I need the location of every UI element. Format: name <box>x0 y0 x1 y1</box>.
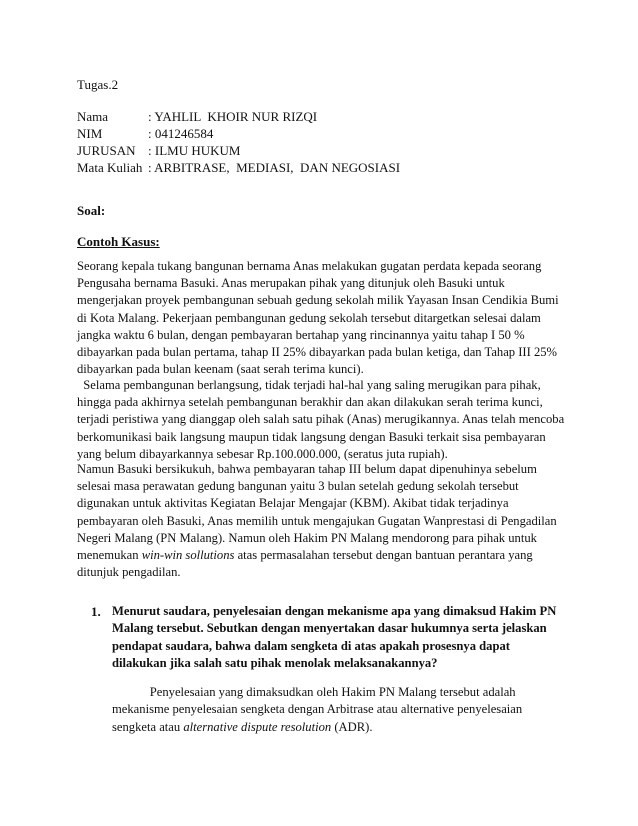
paragraph-line: di Kota Malang. Pekerjaan pembangunan gedung sekolah tersebut ditargetkan selesai dalam <box>77 310 541 325</box>
italic-phrase: win-win sollutions <box>141 548 235 563</box>
paragraph-line: ditunjuk pengadilan. <box>77 565 181 580</box>
paragraph-line: Negeri Malang (PN Malang). Namun oleh Hakim PN Malang mendorong para pihak untuk <box>77 530 537 545</box>
identity-value-jurusan: : ILMU HUKUM <box>148 143 241 158</box>
question-line: Menurut saudara, penyelesaian dengan mekanisme apa yang dimaksud Hakim PN <box>112 604 557 618</box>
paragraph-line: terjadi peristiwa yang dianggap oleh salah satu pihak (Anas) merugikannya. Anas telah mencoba <box>77 412 565 427</box>
case-paragraph-1 <box>77 258 559 378</box>
paragraph-line: digunakan untuk aktivitas Kegiatan Belajar Mengajar (KBM). Akibat tidak terjadinya <box>77 496 509 511</box>
case-paragraph-3 <box>77 461 557 581</box>
paragraph-line: Namun Basuki bersikukuh, bahwa pembayaran tahap III belum dapat dipenuhinya sebelum <box>77 462 537 476</box>
paragraph-line: dibayarkan pada bulan keenam (saat serah terima kunci). <box>77 362 364 377</box>
question-number: 1. <box>91 604 101 619</box>
paragraph-line: mengerjakan proyek pembangunan sebuah gedung sekolah milik Yayasan Insan Cendikia Bumi <box>77 293 559 308</box>
paragraph-line: berkomunikasi baik langsung maupun tidak langsung dengan Basuki terkait sisa pembayaran <box>77 429 546 444</box>
identity-label-nim: NIM <box>77 126 103 141</box>
question-1 <box>112 603 556 673</box>
question-line: dilakukan jika salah satu pihak menolak melaksanakannya? <box>112 656 438 671</box>
case-paragraph-2 <box>77 377 564 463</box>
identity-label-nama: Nama <box>77 109 109 124</box>
paragraph-line: Pengusaha bernama Basuki. Anas merupakan pihak yang ditunjuk oleh Basuki untuk <box>77 276 505 291</box>
case-heading: Contoh Kasus: <box>77 234 160 249</box>
question-line: Malang tersebut. Sebutkan dengan menyertakan dasar hukumnya serta jelaskan <box>112 621 547 636</box>
paragraph-text-segment: menemukan <box>77 548 142 563</box>
answer-line <box>112 719 522 736</box>
identity-value-nim: : 041246584 <box>148 126 214 141</box>
paragraph-line <box>77 547 557 564</box>
identity-value-mata-kuliah: : ARBITRASE, MEDIASI, DAN NEGOSIASI <box>148 160 401 175</box>
paragraph-line: dibayarkan pada bulan pertama, tahap II 25% dibayarkan pada bulan ketiga, dan Tahap III 25% <box>77 345 558 360</box>
paragraph-line: hingga pada akhirnya setelah pembangunan berakhir dan akan dilakukan serah terima kunci, <box>77 395 543 410</box>
identity-label-jurusan: JURUSAN <box>77 143 136 158</box>
answer-text-segment: (ADR). <box>331 719 373 734</box>
paragraph-line: selesai masa perawatan gedung bangunan yaitu 3 bulan setelah gedung sekolah tersebut <box>77 479 519 494</box>
paragraph-line: Selama pembangunan berlangsung, tidak terjadi hal-hal yang saling merugikan para pihak, <box>77 378 541 392</box>
paragraph-line: yang belum dibayarkannya sebesar Rp.100.000.000, (seratus juta rupiah). <box>77 446 448 461</box>
identity-value-nama: : YAHLIL KHOIR NUR RIZQI <box>148 109 318 124</box>
soal-heading: Soal: <box>77 203 106 218</box>
paragraph-text-segment: atas permasalahan tersebut dengan bantuan perantara yang <box>234 548 533 563</box>
paragraph-line: jangka waktu 6 bulan, dengan pembayaran bertahap yang rincinannya yaitu tahap I 50 % <box>77 327 525 342</box>
question-line: pendapat saudara, bahwa dalam sengketa di atas apakah prosesnya dapat <box>112 638 510 653</box>
answer-line: mekanisme penyelesaian sengketa dengan Arbitrase atau alternative penyelesaian <box>112 702 523 717</box>
answer-line: Penyelesaian yang dimaksudkan oleh Hakim PN Malang tersebut adalah <box>112 685 516 699</box>
identity-label-mata-kuliah: Mata Kuliah <box>77 160 143 175</box>
paragraph-line: pembayaran oleh Basuki, Anas memilih untuk mengajukan Gugatan Wanprestasi di Pengadilan <box>77 513 557 528</box>
paragraph-line: Seorang kepala tukang bangunan bernama Anas melakukan gugatan perdata kepada seorang <box>77 259 542 273</box>
answer-text-segment: sengketa atau <box>112 719 184 734</box>
italic-phrase: alternative dispute resolution <box>183 719 332 734</box>
document-title: Tugas.2 <box>77 77 119 92</box>
answer-1 <box>112 684 522 736</box>
